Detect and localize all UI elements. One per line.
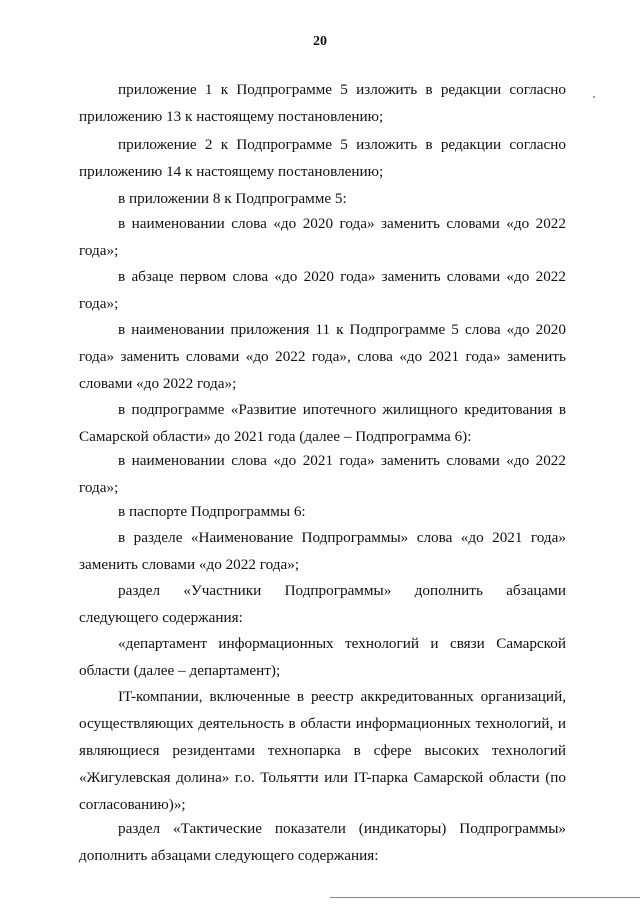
- page-bottom-edge: [330, 897, 640, 898]
- paragraph: «департамент информационных технологий и связи Самарской области (далее – департамент);: [79, 635, 566, 679]
- paragraph: приложение 1 к Подпрограмме 5 изложить в редакции согласно приложению 13 к настоящему постановлению;: [79, 81, 566, 125]
- scan-speck: [593, 96, 595, 98]
- paragraph: в абзаце первом слова «до 2020 года» заменить словами «до 2022 года»;: [79, 268, 566, 312]
- paragraph: приложение 2 к Подпрограмме 5 изложить в редакции согласно приложению 14 к настоящему постановлению;: [79, 136, 566, 180]
- paragraph: в наименовании приложения 11 к Подпрограмме 5 слова «до 2020 года» заменить словами «до 2022 года», слова «до 2021 года» заменить словами «до 2022 года»;: [79, 321, 566, 392]
- paragraph: в приложении 8 к Подпрограмме 5:: [118, 190, 347, 207]
- paragraph: в паспорте Подпрограммы 6:: [118, 503, 306, 520]
- page-number: 20: [313, 34, 327, 49]
- paragraph: в наименовании слова «до 2021 года» заменить словами «до 2022 года»;: [79, 452, 566, 496]
- paragraph: в разделе «Наименование Подпрограммы» слова «до 2021 года» заменить словами «до 2022 года»;: [79, 529, 566, 573]
- paragraph: в подпрограмме «Развитие ипотечного жилищного кредитования в Самарской области» до 2021 года (далее – Подпрограмма 6):: [79, 401, 566, 445]
- paragraph: раздел «Тактические показатели (индикаторы) Подпрограммы» дополнить абзацами следующего содержания:: [79, 820, 566, 864]
- paragraph: в наименовании слова «до 2020 года» заменить словами «до 2022 года»;: [79, 215, 566, 259]
- paragraph: IT-компании, включенные в реестр аккредитованных организаций, осуществляющих деятельность в области информационных технологий, и являющиеся резидентами технопарка в сфере высоких технологий «Жигулевская долина» г.о. Тольятти или IT-парка Самарской области (по согласованию)»;: [79, 688, 566, 813]
- paragraph: раздел «Участники Подпрограммы» дополнить абзацами следующего содержания:: [79, 582, 566, 626]
